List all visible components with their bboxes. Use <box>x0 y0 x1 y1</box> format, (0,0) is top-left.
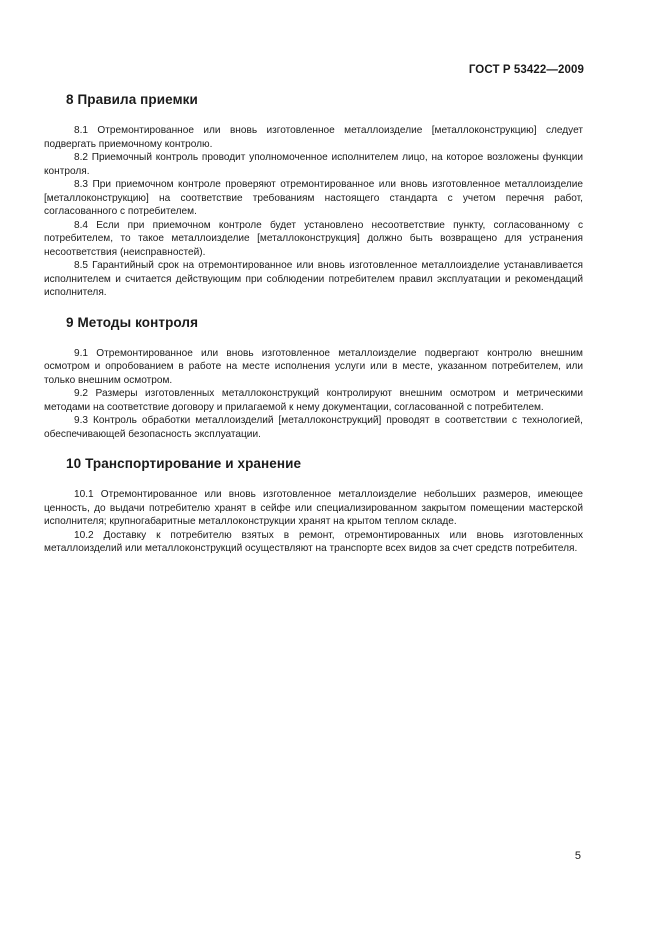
standard-code: ГОСТ Р 53422—2009 <box>468 64 584 76</box>
paragraph-8-3: 8.3 При приемочном контроле проверяют отремонтированное или вновь изготовленное металлоизделие [металлоконструкцию] на соответствие требованиям настоящего стандарта с учетом перечня работ, согласованного с потребителем. <box>44 179 583 217</box>
paragraph-8-2: 8.2 Приемочный контроль проводит уполномоченное исполнителем лицо, на которое возложены функции контроля. <box>44 152 583 177</box>
paragraph-8-1: 8.1 Отремонтированное или вновь изготовленное металлоизделие [металлоконструкцию] следует подвергать приемочному контролю. <box>44 125 583 150</box>
paragraph-10-1: 10.1 Отремонтированное или вновь изготовленное металлоизделие небольших размеров, имеющее ценность, до выдачи потребителю хранят в сейфе или специализированном закрытом помещении мастерской исполнителя; крупногабаритные металлоконструкции хранят на крытом теплом складе. <box>44 489 583 527</box>
paragraph-9-1: 9.1 Отремонтированное или вновь изготовленное металлоизделие подвергают контролю внешним осмотром и опробованием в работе на месте исполнения услуги или в месте, указанном потребителем, или только внешним осмотром. <box>44 347 583 386</box>
paragraph-9-3: 9.3 Контроль обработки металлоизделий [металлоконструкций] проводят в соответствии с технологией, обеспечивающей безопасность эксплуатации. <box>44 415 583 440</box>
section-9 <box>44 315 583 442</box>
page-number: 5 <box>574 850 581 862</box>
document-body <box>44 92 583 571</box>
paragraph-10-2: 10.2 Доставку к потребителю взятых в ремонт, отремонтированных или вновь изготовленных металлоизделий или металлоконструкций осуществляют на транспорте всех видов за счет средств потребителя. <box>44 529 583 554</box>
paragraph-8-5: 8.5 Гарантийный срок на отремонтированное или вновь изготовленное металлоизделие устанавливается исполнителем и считается действующим при соблюдении потребителем правил эксплуатации и рекомендаций исполнителя. <box>44 260 583 298</box>
section-heading: 9 Методы контроля <box>66 314 199 330</box>
section-heading: 8 Правила приемки <box>66 92 198 107</box>
section-8 <box>44 92 583 300</box>
section-10 <box>44 456 583 556</box>
section-heading: 10 Транспортирование и хранение <box>66 456 302 471</box>
paragraph-9-2: 9.2 Размеры изготовленных металлоконструкций контролируют внешним осмотром и метрическими методами на соответствие договору и прилагаемой к нему документации, согласованной с потребителем. <box>44 388 583 413</box>
paragraph-8-4: 8.4 Если при приемочном контроле будет установлено несоответствие пункту, согласованному с потребителем, то такое металлоизделие [металлоконструкция] должно быть возвращено для устранения несоответствия (неисправностей). <box>44 219 583 258</box>
